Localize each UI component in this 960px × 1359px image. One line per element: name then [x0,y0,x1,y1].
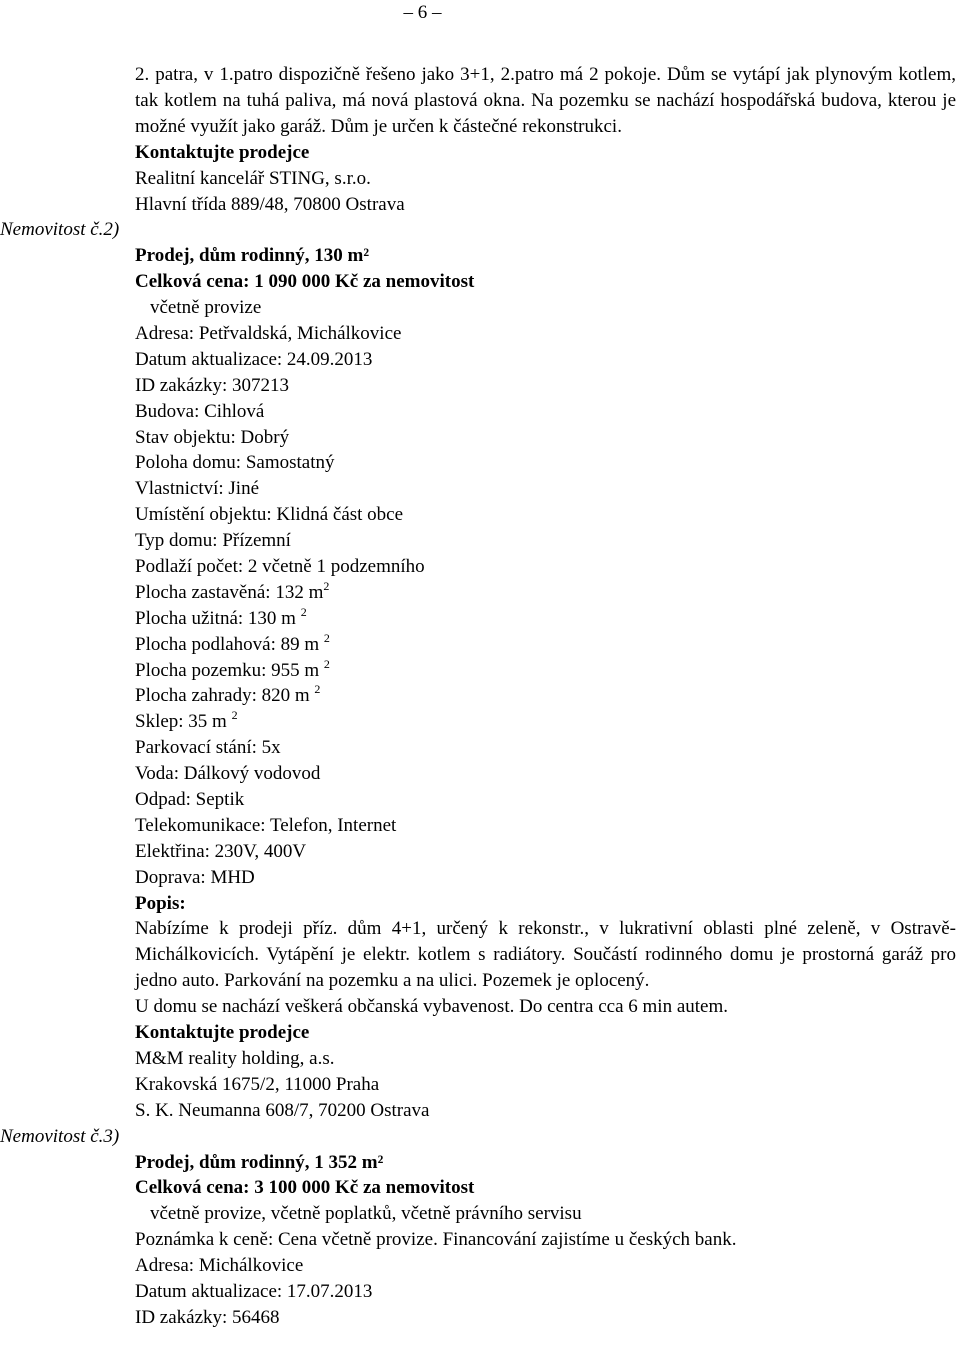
property2-condition: Stav objektu: Dobrý [135,426,290,448]
property2-electricity: Elektřina: 230V, 400V [135,840,307,862]
property2-updated: Datum aktualizace: 24.09.2013 [135,348,373,370]
property2-water: Voda: Dálkový vodovod [135,763,321,785]
property2-floor-area [0,632,960,658]
property2-built-area [0,580,960,606]
property2-description-text: Nabízíme k prodeji příz. dům 4+1, určený k rekonstr., v lukrativní oblasti plné zeleně, v Ostravě-Michálkovicích. Vytápění je elektr. kotlem s radiátory. Součástí rodinného domu je prostorná garáž pro jedno auto. Parkování na pozemku a na ulici. Pozemek je oplocený. [135,918,956,992]
property2-price: Celková cena: 1 090 000 Kč za nemovitost [135,271,475,293]
property2-contact-address1: Krakovská 1675/2, 11000 Praha [135,1073,380,1095]
property2-description-last: U domu se nachází veškerá občanská vybavenost. Do centra cca 6 min autem. [135,996,728,1018]
property3-price-note: včetně provize, včetně poplatků, včetně právního servisu [150,1203,582,1225]
property2-built-area-text: Plocha zastavěná: 132 m [135,581,324,603]
page-number: – 6 – [403,2,442,23]
property1-contact-heading: Kontaktujte prodejce [135,141,310,163]
superscript-2: 2 [323,630,330,645]
property2-building: Budova: Cihlová [135,400,265,422]
superscript-2: 2 [323,579,330,594]
property2-label: Nemovitost č.2) [0,219,120,241]
property1-contact-name: Realitní kancelář STING, s.r.o. [135,167,371,189]
property3-updated: Datum aktualizace: 17.07.2013 [135,1280,373,1302]
property2-floors: Podlaží počet: 2 včetně 1 podzemního [135,555,425,577]
superscript-2: 2 [314,682,321,697]
property1-description [135,62,956,140]
property2-price-note: včetně provize [150,297,262,319]
superscript-2: 2 [300,604,307,619]
property2-order-id: ID zakázky: 307213 [135,374,290,396]
property2-cellar-text: Sklep: 35 m [135,711,227,733]
property3-order-id: ID zakázky: 56468 [135,1306,280,1328]
property2-transport: Doprava: MHD [135,866,255,888]
property3-title: Prodej, dům rodinný, 1 352 m² [135,1151,384,1173]
property3-price: Celková cena: 3 100 000 Kč za nemovitost [135,1177,475,1199]
property2-ownership: Vlastnictví: Jiné [135,478,260,500]
property3-price-remark: Poznámka k ceně: Cena včetně provize. Financování zajistíme u českých bank. [135,1229,737,1251]
property2-location: Umístění objektu: Klidná část obce [135,504,404,526]
property2-title: Prodej, dům rodinný, 130 m² [135,245,370,267]
property2-garden-area-text: Plocha zahrady: 820 m [135,685,310,707]
property2-parking: Parkovací stání: 5x [135,737,281,759]
property2-description-heading: Popis: [135,892,186,914]
property1-contact-address: Hlavní třída 889/48, 70800 Ostrava [135,193,405,215]
property2-house-type: Typ domu: Přízemní [135,530,291,552]
property2-garden-area [0,683,960,709]
property2-description [135,916,956,994]
property2-plot-area-text: Plocha pozemku: 955 m [135,659,320,681]
property2-usable-area [0,606,960,632]
property1-description-text: 2. patra, v 1.patro dispozičně řešeno jako 3+1, 2.patro má 2 pokoje. Dům se vytápí jak plynovým kotlem, tak kotlem na tuhá paliva, má nová plastová okna. Na pozemku se nachází hospodářská budova, kterou je možné využít jako garáž. Dům je určen k částečné rekonstrukci. [135,64,956,137]
property2-contact-name: M&M reality holding, a.s. [135,1047,335,1069]
property2-plot-area [0,658,960,684]
superscript-2: 2 [323,656,330,671]
property2-usable-area-text: Plocha užitná: 130 m [135,607,296,629]
property2-telecom: Telekomunikace: Telefon, Internet [135,814,397,836]
property2-waste: Odpad: Septik [135,788,245,810]
document-body [0,62,960,1331]
property2-contact-address2: S. K. Neumanna 608/7, 70200 Ostrava [135,1099,430,1121]
superscript-2: 2 [231,708,238,723]
property3-label: Nemovitost č.3) [0,1125,120,1147]
property2-address: Adresa: Petřvaldská, Michálkovice [135,322,402,344]
property2-cellar [0,709,960,735]
property2-position: Poloha domu: Samostatný [135,452,335,474]
property3-address: Adresa: Michálkovice [135,1255,304,1277]
property2-floor-area-text: Plocha podlahová: 89 m [135,633,320,655]
property2-contact-heading: Kontaktujte prodejce [135,1022,310,1044]
